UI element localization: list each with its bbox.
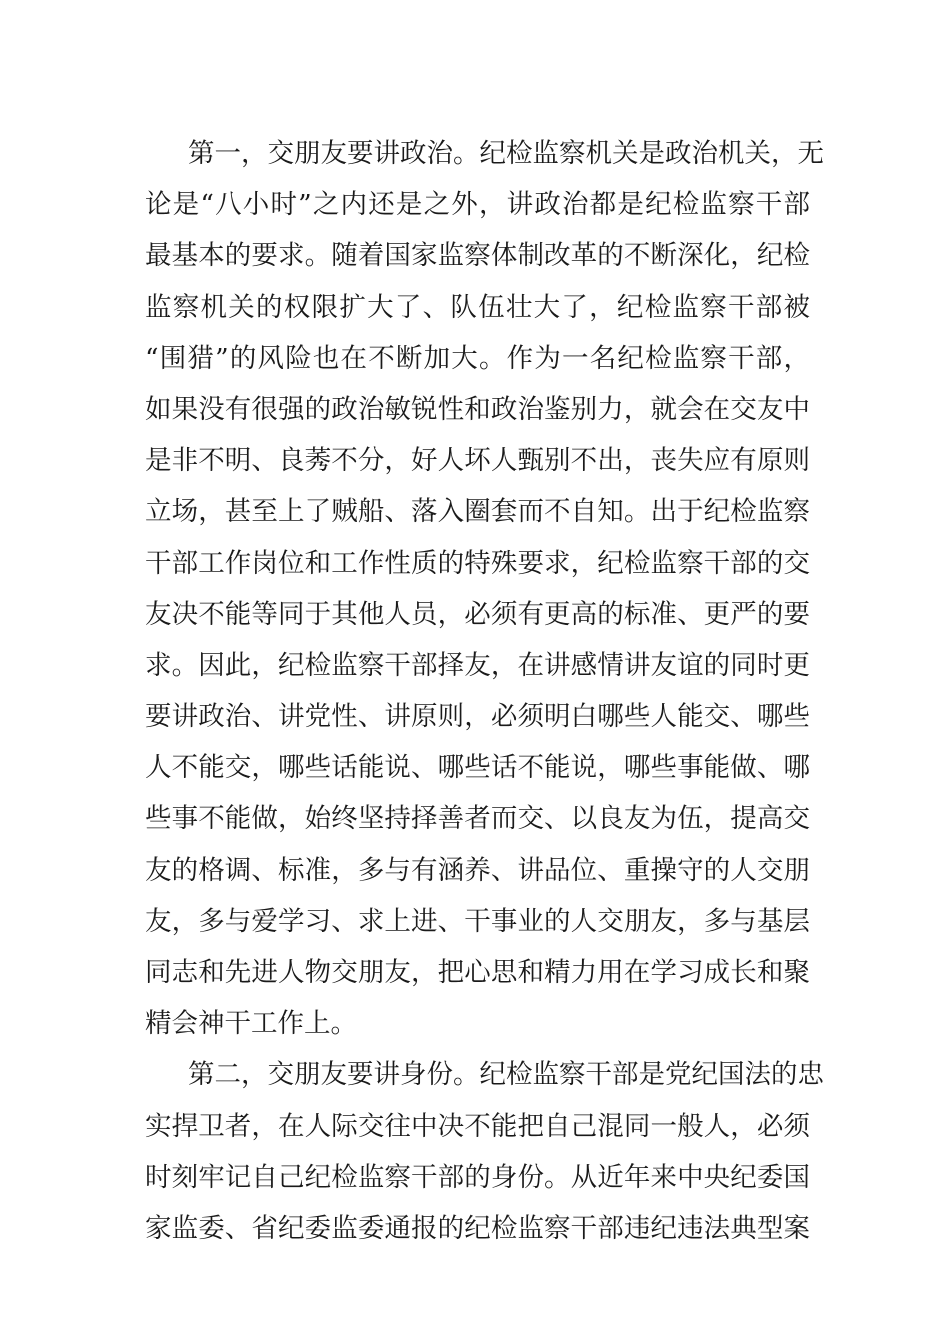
paragraph-1-line: 精会神干工作上。 [145,1008,357,1040]
paragraph-1-line: 监察机关的权限扩大了、队伍壮大了，纪检监察干部被 [145,291,810,323]
paragraph-1-line: 求。因此，纪检监察干部择友，在讲感情讲友谊的同时更 [145,649,810,681]
paragraph-2-line: 家监委、省纪委监委通报的纪检监察干部违纪违法典型案 [145,1212,810,1244]
paragraph-1-line: 友，多与爱学习、求上进、干事业的人交朋友，多与基层 [145,905,810,937]
paragraph-1-line: 友的格调、标准，多与有涵养、讲品位、重操守的人交朋 [145,854,810,886]
paragraph-1-line: 如果没有很强的政治敏锐性和政治鉴别力，就会在交友中 [145,393,810,425]
paragraph-1-line: 是非不明、良莠不分，好人坏人甄别不出，丧失应有原则 [145,445,810,477]
paragraph-1-line: 干部工作岗位和工作性质的特殊要求，纪检监察干部的交 [145,547,810,579]
paragraph-1-line: 立场，甚至上了贼船、落入圈套而不自知。出于纪检监察 [145,496,810,528]
paragraph-2-line: 时刻牢记自己纪检监察干部的身份。从近年来中央纪委国 [145,1161,810,1193]
paragraph-1-line: 要讲政治、讲党性、讲原则，必须明白哪些人能交、哪些 [145,701,810,733]
paragraph-2-line: 实捍卫者，在人际交往中决不能把自己混同一般人，必须 [145,1110,810,1142]
paragraph-1-line: 人不能交，哪些话能说、哪些话不能说，哪些事能做、哪 [145,752,810,784]
document-body [145,128,824,1254]
paragraph-1-line: 第一，交朋友要讲政治。纪检监察机关是政治机关，无 [188,138,824,169]
paragraph-1-line: “围猎”的风险也在不断加大。作为一名纪检监察干部， [145,342,810,374]
paragraph-1-line: 最基本的要求。随着国家监察体制改革的不断深化，纪检 [145,240,810,272]
paragraph-1-line: 论是“八小时”之内还是之外，讲政治都是纪检监察干部 [145,189,810,221]
paragraph-1-line: 友决不能等同于其他人员，必须有更高的标准、更严的要 [145,598,810,630]
paragraph-1-line: 同志和先进人物交朋友，把心思和精力用在学习成长和聚 [145,957,810,988]
paragraph-1-line: 些事不能做，始终坚持择善者而交、以良友为伍，提高交 [145,803,810,835]
paragraph-2-line: 第二，交朋友要讲身份。纪检监察干部是党纪国法的忠 [188,1059,824,1091]
